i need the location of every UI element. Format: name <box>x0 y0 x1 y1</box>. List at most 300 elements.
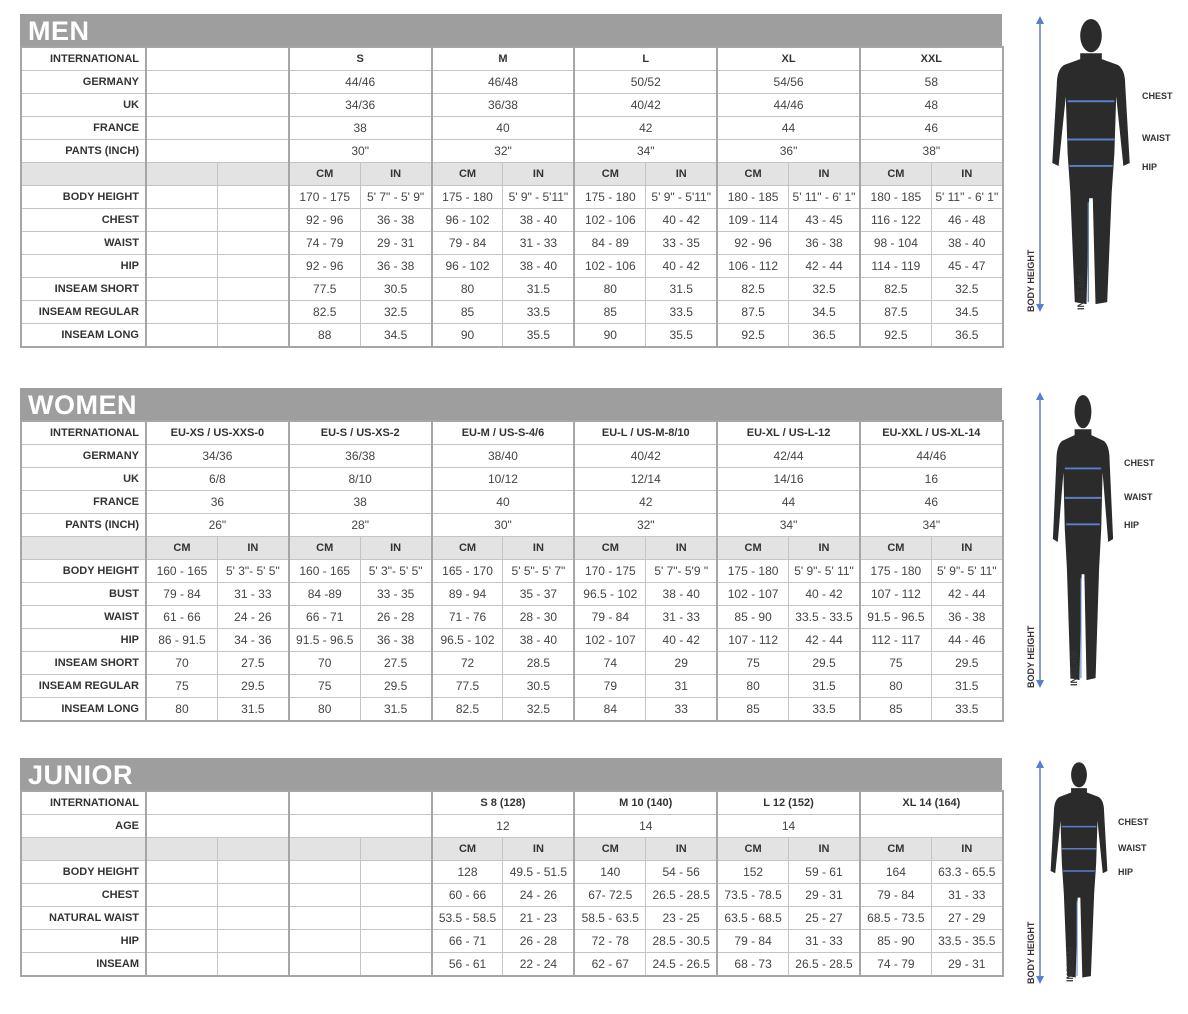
value-in: 31.5 <box>931 675 1002 698</box>
size-value: 40 <box>432 491 575 514</box>
table-row <box>21 117 1003 140</box>
value-in: 26.5 - 28.5 <box>646 884 717 907</box>
row-label: HIP <box>21 629 146 652</box>
value-cm: 79 - 84 <box>574 606 645 629</box>
value-in: 45 - 47 <box>931 255 1002 278</box>
value-in: 42 - 44 <box>789 629 860 652</box>
size-value: 14 <box>717 815 860 838</box>
value-cm: 180 - 185 <box>717 186 788 209</box>
value-cm: 80 <box>574 278 645 301</box>
value-in: 40 - 42 <box>789 583 860 606</box>
unit-header-row <box>21 163 1003 186</box>
value-in: 31.5 <box>503 278 574 301</box>
value-in: 5' 3"- 5' 5" <box>360 560 431 583</box>
value-cm: 82.5 <box>860 278 931 301</box>
value-cm: 102 - 107 <box>574 629 645 652</box>
row-label: BODY HEIGHT <box>21 861 146 884</box>
value-cm: 80 <box>146 698 217 722</box>
empty-cell <box>360 907 431 930</box>
table-row <box>21 209 1003 232</box>
row-label: BODY HEIGHT <box>21 560 146 583</box>
row-label: CHEST <box>21 209 146 232</box>
empty-cell <box>217 163 288 186</box>
value-cm: 72 - 78 <box>574 930 645 953</box>
row-label: BUST <box>21 583 146 606</box>
value-in: 29.5 <box>217 675 288 698</box>
empty-cell <box>217 324 288 348</box>
empty-cell <box>146 324 217 348</box>
unit-cm: CM <box>860 838 931 861</box>
value-cm: 82.5 <box>432 698 503 722</box>
waist-label: WAIST <box>1124 491 1153 502</box>
value-in: 31.5 <box>789 675 860 698</box>
size-value: 46 <box>860 117 1003 140</box>
empty-cell <box>146 301 217 324</box>
value-in: 35.5 <box>503 324 574 348</box>
table-row <box>21 583 1003 606</box>
value-cm: 79 - 84 <box>717 930 788 953</box>
value-in: 35 - 37 <box>503 583 574 606</box>
value-cm: 170 - 175 <box>574 560 645 583</box>
value-in: 31 - 33 <box>646 606 717 629</box>
value-cm: 152 <box>717 861 788 884</box>
value-cm: 53.5 - 58.5 <box>432 907 503 930</box>
value-in: 5' 9" - 5'11" <box>503 186 574 209</box>
value-in: 28.5 - 30.5 <box>646 930 717 953</box>
men-size-table <box>20 46 1004 348</box>
chest-label: CHEST <box>1142 91 1173 102</box>
value-in: 29.5 <box>931 652 1002 675</box>
value-in: 5' 5"- 5' 7" <box>503 560 574 583</box>
unit-in: IN <box>503 163 574 186</box>
value-in: 29 - 31 <box>931 953 1002 977</box>
unit-in: IN <box>217 537 288 560</box>
value-cm: 75 <box>717 652 788 675</box>
value-in: 40 - 42 <box>646 629 717 652</box>
value-in: 5' 9"- 5' 11" <box>789 560 860 583</box>
value-in: 28.5 <box>503 652 574 675</box>
table-row <box>21 421 1003 445</box>
value-cm: 89 - 94 <box>432 583 503 606</box>
value-cm: 96.5 - 102 <box>432 629 503 652</box>
size-value: 16 <box>860 468 1003 491</box>
size-header: XL 14 (164) <box>860 791 1003 815</box>
body-height-label: BODY HEIGHT <box>1026 921 1036 984</box>
value-cm: 62 - 67 <box>574 953 645 977</box>
unit-cm: CM <box>289 537 360 560</box>
value-cm: 91.5 - 96.5 <box>860 606 931 629</box>
unit-header-row <box>21 537 1003 560</box>
empty-cell <box>360 838 431 861</box>
inseam-label: INSEAM <box>1076 274 1087 310</box>
section-title: JUNIOR <box>20 758 1002 790</box>
value-in: 33.5 - 33.5 <box>789 606 860 629</box>
value-cm: 77.5 <box>289 278 360 301</box>
value-cm: 84 - 89 <box>574 232 645 255</box>
value-cm: 56 - 61 <box>432 953 503 977</box>
size-value: 32" <box>432 140 575 163</box>
body-silhouette-icon <box>1024 758 1184 986</box>
value-in: 35.5 <box>646 324 717 348</box>
empty-cell <box>217 209 288 232</box>
size-value: 46/48 <box>432 71 575 94</box>
value-cm: 170 - 175 <box>289 186 360 209</box>
unit-in: IN <box>360 537 431 560</box>
value-in: 40 - 42 <box>646 255 717 278</box>
empty-cell <box>217 301 288 324</box>
size-header: M <box>432 47 575 71</box>
empty-cell <box>289 838 360 861</box>
row-label: PANTS (INCH) <box>21 140 146 163</box>
value-cm: 175 - 180 <box>432 186 503 209</box>
empty-cell <box>146 47 289 71</box>
value-in: 36 - 38 <box>360 255 431 278</box>
value-in: 33 - 35 <box>646 232 717 255</box>
row-label: UK <box>21 468 146 491</box>
unit-cm: CM <box>717 838 788 861</box>
unit-in: IN <box>646 163 717 186</box>
value-cm: 84 <box>574 698 645 722</box>
value-in: 27.5 <box>360 652 431 675</box>
size-value: 44 <box>717 491 860 514</box>
table-row <box>21 47 1003 71</box>
table-row <box>21 94 1003 117</box>
size-value: 44 <box>717 117 860 140</box>
value-in: 34.5 <box>360 324 431 348</box>
value-in: 31 <box>646 675 717 698</box>
value-in: 29.5 <box>789 652 860 675</box>
row-label: GERMANY <box>21 71 146 94</box>
value-cm: 63.5 - 68.5 <box>717 907 788 930</box>
size-value: 38 <box>289 491 432 514</box>
size-value: 44/46 <box>860 445 1003 468</box>
value-cm: 102 - 107 <box>717 583 788 606</box>
value-in: 28 - 30 <box>503 606 574 629</box>
value-cm: 96 - 102 <box>432 255 503 278</box>
value-cm: 84 -89 <box>289 583 360 606</box>
value-cm: 107 - 112 <box>860 583 931 606</box>
empty-cell <box>360 930 431 953</box>
value-cm: 68 - 73 <box>717 953 788 977</box>
size-value: 44/46 <box>717 94 860 117</box>
hip-label: HIP <box>1118 867 1134 877</box>
value-in: 5' 9"- 5' 11" <box>931 560 1002 583</box>
value-in: 33.5 <box>789 698 860 722</box>
value-in: 38 - 40 <box>503 629 574 652</box>
value-cm: 74 - 79 <box>860 953 931 977</box>
value-in: 43 - 45 <box>789 209 860 232</box>
row-label: GERMANY <box>21 445 146 468</box>
size-value: 34" <box>860 514 1003 537</box>
value-in: 40 - 42 <box>646 209 717 232</box>
section-title: WOMEN <box>20 388 1002 420</box>
table-row <box>21 324 1003 348</box>
value-in: 31 - 33 <box>503 232 574 255</box>
unit-in: IN <box>931 838 1002 861</box>
value-in: 32.5 <box>931 278 1002 301</box>
unit-cm: CM <box>574 163 645 186</box>
value-cm: 80 <box>432 278 503 301</box>
value-cm: 102 - 106 <box>574 209 645 232</box>
empty-cell <box>146 255 217 278</box>
women-size-table <box>20 420 1004 722</box>
size-value: 50/52 <box>574 71 717 94</box>
row-label: INTERNATIONAL <box>21 47 146 71</box>
value-cm: 85 <box>860 698 931 722</box>
value-cm: 80 <box>289 698 360 722</box>
junior-section <box>20 758 1002 977</box>
table-row <box>21 491 1003 514</box>
empty-cell <box>146 232 217 255</box>
empty-cell <box>146 861 217 884</box>
value-in: 22 - 24 <box>503 953 574 977</box>
value-cm: 92 - 96 <box>289 209 360 232</box>
unit-in: IN <box>503 838 574 861</box>
section-title: MEN <box>20 14 1002 46</box>
value-cm: 92 - 96 <box>717 232 788 255</box>
empty-cell <box>146 815 289 838</box>
size-value: 40 <box>432 117 575 140</box>
value-in: 5' 7" - 5' 9" <box>360 186 431 209</box>
row-label <box>21 537 146 560</box>
empty-cell <box>146 117 289 140</box>
size-value: 42 <box>574 117 717 140</box>
body-silhouette-icon <box>1024 390 1184 690</box>
empty-cell <box>217 232 288 255</box>
value-cm: 75 <box>289 675 360 698</box>
value-in: 29 <box>646 652 717 675</box>
value-cm: 73.5 - 78.5 <box>717 884 788 907</box>
value-in: 33.5 <box>503 301 574 324</box>
size-value: 40/42 <box>574 94 717 117</box>
row-label <box>21 838 146 861</box>
row-label: INSEAM SHORT <box>21 652 146 675</box>
value-cm: 107 - 112 <box>717 629 788 652</box>
empty-cell <box>217 278 288 301</box>
value-cm: 114 - 119 <box>860 255 931 278</box>
size-value: 30" <box>432 514 575 537</box>
table-row <box>21 698 1003 722</box>
size-value: 34" <box>717 514 860 537</box>
value-cm: 68.5 - 73.5 <box>860 907 931 930</box>
empty-cell <box>360 884 431 907</box>
value-in: 24 - 26 <box>217 606 288 629</box>
value-cm: 160 - 165 <box>146 560 217 583</box>
value-cm: 88 <box>289 324 360 348</box>
value-in: 26 - 28 <box>360 606 431 629</box>
empty-cell <box>217 838 288 861</box>
size-header: EU-XS / US-XXS-0 <box>146 421 289 445</box>
size-value: 36/38 <box>432 94 575 117</box>
value-cm: 74 - 79 <box>289 232 360 255</box>
size-header: S 8 (128) <box>432 791 575 815</box>
value-in: 29.5 <box>360 675 431 698</box>
unit-in: IN <box>646 838 717 861</box>
empty-cell <box>289 815 432 838</box>
value-cm: 165 - 170 <box>432 560 503 583</box>
value-cm: 96.5 - 102 <box>574 583 645 606</box>
value-in: 33.5 <box>646 301 717 324</box>
size-value: 8/10 <box>289 468 432 491</box>
value-in: 36 - 38 <box>360 629 431 652</box>
value-in: 49.5 - 51.5 <box>503 861 574 884</box>
unit-in: IN <box>789 838 860 861</box>
table-row <box>21 301 1003 324</box>
value-cm: 79 - 84 <box>860 884 931 907</box>
value-in: 21 - 23 <box>503 907 574 930</box>
size-value: 34/36 <box>289 94 432 117</box>
empty-cell <box>289 884 360 907</box>
waist-label: WAIST <box>1142 133 1171 144</box>
empty-cell <box>360 953 431 977</box>
unit-in: IN <box>503 537 574 560</box>
row-label: INSEAM REGULAR <box>21 675 146 698</box>
value-cm: 85 - 90 <box>717 606 788 629</box>
value-cm: 91.5 - 96.5 <box>289 629 360 652</box>
unit-in: IN <box>931 163 1002 186</box>
value-in: 29 - 31 <box>360 232 431 255</box>
row-label: FRANCE <box>21 491 146 514</box>
value-in: 32.5 <box>503 698 574 722</box>
empty-cell <box>217 907 288 930</box>
size-value <box>860 815 1003 838</box>
empty-cell <box>217 953 288 977</box>
value-cm: 66 - 71 <box>432 930 503 953</box>
size-header: S <box>289 47 432 71</box>
size-value: 40/42 <box>574 445 717 468</box>
row-label: AGE <box>21 815 146 838</box>
row-label: PANTS (INCH) <box>21 514 146 537</box>
size-value: 14/16 <box>717 468 860 491</box>
size-header: L 12 (152) <box>717 791 860 815</box>
value-in: 32.5 <box>789 278 860 301</box>
row-label: INSEAM SHORT <box>21 278 146 301</box>
empty-cell <box>289 953 360 977</box>
empty-cell <box>146 791 289 815</box>
unit-cm: CM <box>717 163 788 186</box>
row-label: UK <box>21 94 146 117</box>
unit-in: IN <box>360 163 431 186</box>
empty-cell <box>289 907 360 930</box>
value-cm: 87.5 <box>717 301 788 324</box>
value-cm: 112 - 117 <box>860 629 931 652</box>
table-row <box>21 468 1003 491</box>
row-label: INTERNATIONAL <box>21 421 146 445</box>
size-value: 6/8 <box>146 468 289 491</box>
value-in: 33 - 35 <box>360 583 431 606</box>
value-in: 63.3 - 65.5 <box>931 861 1002 884</box>
empty-cell <box>217 186 288 209</box>
value-cm: 106 - 112 <box>717 255 788 278</box>
row-label: HIP <box>21 930 146 953</box>
value-cm: 71 - 76 <box>432 606 503 629</box>
size-value: 38" <box>860 140 1003 163</box>
value-cm: 109 - 114 <box>717 209 788 232</box>
value-cm: 80 <box>860 675 931 698</box>
value-cm: 180 - 185 <box>860 186 931 209</box>
value-in: 5' 3"- 5' 5" <box>217 560 288 583</box>
size-value: 34" <box>574 140 717 163</box>
empty-cell <box>289 930 360 953</box>
value-in: 25 - 27 <box>789 907 860 930</box>
unit-cm: CM <box>432 838 503 861</box>
table-row <box>21 255 1003 278</box>
size-value: 36 <box>146 491 289 514</box>
value-cm: 74 <box>574 652 645 675</box>
value-cm: 72 <box>432 652 503 675</box>
value-in: 24 - 26 <box>503 884 574 907</box>
value-cm: 128 <box>432 861 503 884</box>
empty-cell <box>146 884 217 907</box>
value-cm: 79 <box>574 675 645 698</box>
value-cm: 98 - 104 <box>860 232 931 255</box>
junior-size-table <box>20 790 1004 977</box>
row-label: HIP <box>21 255 146 278</box>
value-cm: 79 - 84 <box>432 232 503 255</box>
value-in: 5' 9" - 5'11" <box>646 186 717 209</box>
size-header: EU-XL / US-L-12 <box>717 421 860 445</box>
value-cm: 90 <box>574 324 645 348</box>
size-header: M 10 (140) <box>574 791 717 815</box>
value-cm: 85 - 90 <box>860 930 931 953</box>
table-row <box>21 907 1003 930</box>
value-cm: 79 - 84 <box>146 583 217 606</box>
value-in: 44 - 46 <box>931 629 1002 652</box>
table-row <box>21 232 1003 255</box>
value-in: 38 - 40 <box>931 232 1002 255</box>
empty-cell <box>146 838 217 861</box>
table-row <box>21 186 1003 209</box>
value-cm: 75 <box>146 675 217 698</box>
size-value: 32" <box>574 514 717 537</box>
value-in: 42 - 44 <box>931 583 1002 606</box>
value-in: 34.5 <box>789 301 860 324</box>
body-height-label: BODY HEIGHT <box>1026 625 1036 688</box>
size-value: 36/38 <box>289 445 432 468</box>
value-in: 5' 11" - 6' 1" <box>789 186 860 209</box>
size-header: EU-L / US-M-8/10 <box>574 421 717 445</box>
table-row <box>21 675 1003 698</box>
unit-in: IN <box>931 537 1002 560</box>
table-row <box>21 652 1003 675</box>
size-value: 26" <box>146 514 289 537</box>
value-in: 30.5 <box>503 675 574 698</box>
unit-in: IN <box>646 537 717 560</box>
size-header: EU-M / US-S-4/6 <box>432 421 575 445</box>
row-label: INSEAM REGULAR <box>21 301 146 324</box>
empty-cell <box>289 861 360 884</box>
value-cm: 175 - 180 <box>860 560 931 583</box>
unit-cm: CM <box>574 537 645 560</box>
empty-cell <box>146 71 289 94</box>
row-label <box>21 163 146 186</box>
size-value: 54/56 <box>717 71 860 94</box>
size-value: 44/46 <box>289 71 432 94</box>
value-in: 59 - 61 <box>789 861 860 884</box>
value-in: 54 - 56 <box>646 861 717 884</box>
value-cm: 164 <box>860 861 931 884</box>
row-label: INSEAM LONG <box>21 324 146 348</box>
size-value: 30" <box>289 140 432 163</box>
value-in: 33.5 - 35.5 <box>931 930 1002 953</box>
table-row <box>21 815 1003 838</box>
value-in: 42 - 44 <box>789 255 860 278</box>
women-section <box>20 388 1002 722</box>
body-silhouette-icon <box>1024 14 1184 314</box>
unit-header-row <box>21 838 1003 861</box>
table-row <box>21 953 1003 977</box>
size-header: L <box>574 47 717 71</box>
